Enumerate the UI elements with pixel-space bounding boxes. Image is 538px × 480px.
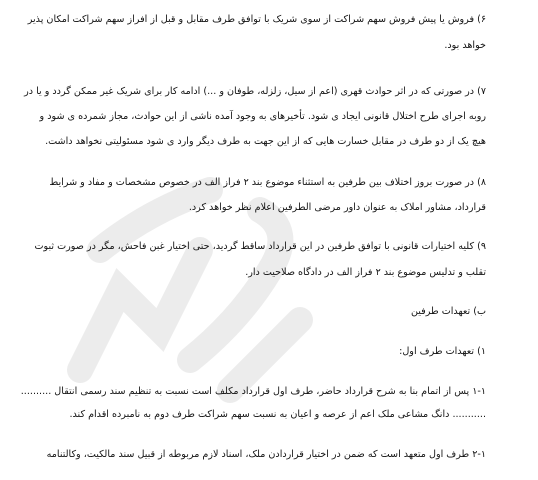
clause-1-1-line-1: ۱-۱ پس از اتمام بنا به شرح قرارداد حاضر، طرف اول قرارداد مکلف است نسبت به تنظیم سند رسمی انتقال ..........	[20, 386, 486, 397]
page-bottom-edge	[0, 468, 538, 480]
clause-7-line-1: ۷) در صورتی که در اثر حوادث قهری (اعم از سیل، زلزله، طوفان و ...) ادامه کار برای شریک غیر ممکن گردد و یا در	[24, 86, 486, 97]
clause-1-1-line-2: ........... دانگ مشاعی ملک اعم از عرصه و اعیان به نسبت سهم شراکت طرف دوم به نامبرده اقدام کند.	[69, 409, 486, 420]
section-b-heading: ب) تعهدات طرفین	[410, 306, 486, 317]
clause-7-line-2: روبه اجرای طرح اختلال قانونی ایجاد ی شود. تأخیرهای به وجود آمده ناشی از این حوادث، مجاز شمرده ی شود و	[39, 111, 486, 122]
clause-9-line-1: ۹) کلیه اختیارات قانونی با توافق طرفین در این قرارداد ساقط گردید، حتی اختیار غبن فاحش، مگر در صورت ثبوت	[34, 241, 486, 252]
clause-2-1-line-1: ۲-۱ طرف اول متعهد است که ضمن در اختیار قراردادن ملک، اسناد لازم مربوطه از قبیل سند مالکیت، وکالتنامه	[46, 449, 486, 460]
clause-8-line-2: قرارداد، مشاور املاک به عنوان داور مرضی الطرفین اعلام نظر خواهد کرد.	[188, 202, 486, 213]
clause-9-line-2: تقلب و تدلیس موضوع بند ۲ فراز الف در دادگاه صلاحیت دار.	[245, 267, 486, 278]
clause-8-line-1: ۸) در صورت بروز اختلاف بین طرفین به استثناء موضوع بند ۲ فراز الف در خصوص مشخصات و مفاد و شرایط	[49, 177, 486, 188]
clause-6-line-1: ۶) فروش یا پیش فروش سهم شراکت از سوی شریک با توافق طرف مقابل و قبل از افراز سهم شراکت امکان پذیر	[27, 14, 486, 25]
clause-7-line-3: هیچ یک از دو طرف در مقابل خسارت هایی که از این جهت به طرف دیگر وارد ی شود مسئولیتی نخواهد داشت.	[45, 136, 486, 147]
clause-6-line-2: خواهد بود.	[444, 40, 486, 51]
obligations-party-one-heading: ۱) تعهدات طرف اول:	[399, 346, 486, 357]
